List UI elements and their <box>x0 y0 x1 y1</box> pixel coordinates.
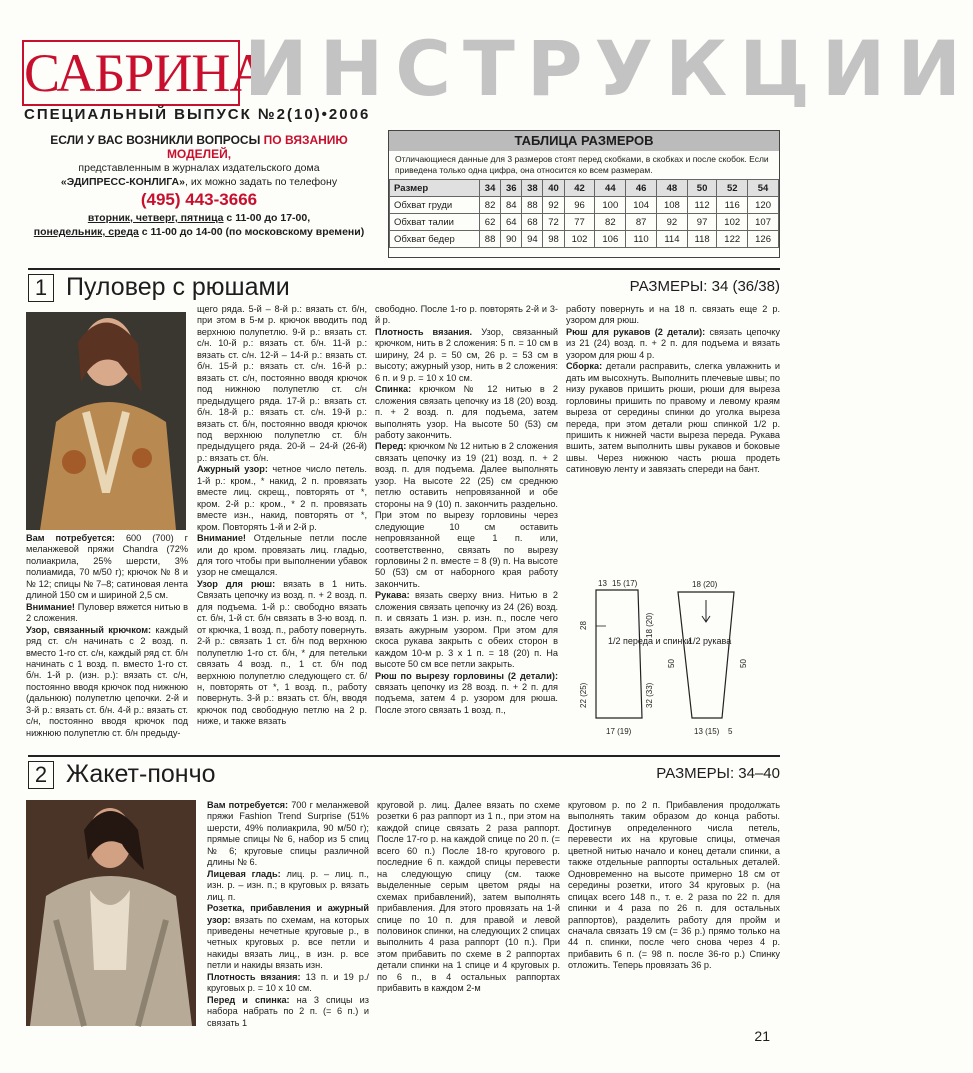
size-cell: 118 <box>687 231 717 248</box>
text-column-1-1 <box>26 533 188 741</box>
front-dim-upper: 18 (20) <box>645 612 654 638</box>
size-cell: 106 <box>595 231 626 248</box>
hours-line-1 <box>24 211 374 225</box>
paragraph-heading: Перед: <box>375 441 407 452</box>
company-suffix: , их можно задать по телефону <box>184 176 338 188</box>
size-cell: 44 <box>595 180 626 197</box>
size-cell: 48 <box>657 180 688 197</box>
size-cell: 98 <box>543 231 564 248</box>
size-cell: 126 <box>748 231 779 248</box>
size-cell: 82 <box>480 197 501 214</box>
paragraph <box>197 533 367 579</box>
size-table-row <box>390 231 779 248</box>
size-cell: 97 <box>687 214 717 231</box>
size-cell: 114 <box>657 231 688 248</box>
size-table-title: ТАБЛИЦА РАЗМЕРОВ <box>389 131 779 151</box>
size-cell: 88 <box>522 197 543 214</box>
size-cell: 62 <box>480 214 501 231</box>
front-dim-top: 15 (17) <box>612 579 638 588</box>
size-cell: 36 <box>501 180 522 197</box>
size-row-label: Обхват бедер <box>390 231 480 248</box>
paragraph-text: свободно. После 1-го р. повторять 2-й и 3-й р. <box>375 304 558 326</box>
size-cell: 116 <box>717 197 748 214</box>
size-cell: 64 <box>501 214 522 231</box>
paragraph-heading: Вам потребуется: <box>26 533 115 543</box>
size-cell: 102 <box>564 231 595 248</box>
paragraph-text: круговой р. лиц. Далее вязать по схеме розетки 6 раз раппорт из 1 п., при этом на каждой спице связать 2 раза раппорт. После 17-го р. на каждой спице по 20 п. (= всего 60 п.) После 18-го кругового р. последние 6 п. каждой спицы перевести на следующую спицу (см. также выделенные серым цветом ряды на схемах прибавлений), затем выполнять прибавления. Для этого провязать на 1-й спице по 10 п. для правой и левой половинок спинки, на следующих 2 спицах выполнить 4 раза раппорт (10 п.). При этом прибавить по схеме в 2 раппортах детали спинки на 1 спице и 4 круговых р. по 6 п., в 4 остальных раппортах прибавить в каждом 2-м <box>377 800 560 994</box>
size-table-row <box>390 197 779 214</box>
paragraph <box>207 869 369 903</box>
section-title: Пуловер с рюшами <box>66 273 290 301</box>
size-cell: 50 <box>687 180 717 197</box>
contact-box <box>24 133 374 253</box>
size-cell: 34 <box>480 180 501 197</box>
size-cell: 84 <box>501 197 522 214</box>
poncho-photo-art <box>26 800 196 1026</box>
paragraph-text: щего ряда. 5-й – 8-й р.: вязать ст. б/н, при этом в 5-м р. крючок вводить под верхнюю полупетлю. 9-й р.: вязать ст. с/н. 10-й р.: вязать ст. б/н. 11-й р.: вязать ст. с/н. 12-й – 14-й р.: вязать ст. б/н. 15-й р.: вязать ст. с/н. 16-й р.: вязать ст. с/н, постоянно вводя крючок под нижнюю полупетлю ст. с/н предыдущего ряда. 17-й р.: вязать ст. б/н. 18-й р.: вязать ст. с/н. 19-й р.: вязать ст. б/н, постоянно вводя крючок под верхнюю полупетлю ст. б/н предыдущего ряда. 20-й – 24-й (26-й) р.: вязать ст. б/н. <box>197 304 367 463</box>
paragraph <box>26 602 188 625</box>
section-sizes: РАЗМЕРЫ: 34–40 <box>656 765 780 782</box>
front-dim-top-left: 13 <box>598 579 607 588</box>
paragraph-heading: Узор, связанный крючком: <box>26 624 152 635</box>
paragraph <box>207 972 369 995</box>
paragraph-heading: Рукава: <box>375 590 410 601</box>
paragraph <box>375 671 558 717</box>
front-dim-lower: 22 (25) <box>579 682 588 708</box>
days-2: понедельник, среда <box>33 226 139 238</box>
front-back-outline <box>596 590 642 718</box>
paragraph-text: вязать по схемам, на которых приведены нечетные круговые р., в четных круговых р. все петли и накиды вязать лиц., в изн. р. все петли и накиды вязать изн. <box>207 914 369 971</box>
paragraph-text: 13 п. и 19 р./круговых р. = 10 х 10 см. <box>207 971 369 994</box>
paragraph-heading: Сборка: <box>566 361 603 372</box>
size-cell: 90 <box>501 231 522 248</box>
size-cell: 42 <box>564 180 595 197</box>
text-column-1-4 <box>566 304 780 574</box>
size-cell: 46 <box>626 180 657 197</box>
paragraph-text: Отдельные петли после или до кром. провязать лиц. гладью, для того чтобы при выполнении убавок узор не смещался. <box>197 533 367 578</box>
size-cell: 82 <box>595 214 626 231</box>
paragraph-text: каждый ряд ст. с/н начинать с 2 возд. п. вместо 1-го ст. с/н, каждый ряд ст. б/н начинать с 1 возд. п. вместо 1-го ст. б/н. 1-й р. (изн. р.): вязать ст. с/н, постоянно вводя крючок под нижнюю (дальнюю) полупетлю цепочки. 2-й и 3-й р.: вязать ст. б/н. 4-й р.: вязать ст. с/н, постоянно вводя крючок под нижнюю полупетлю ст. б/н предыду- <box>26 624 188 738</box>
size-cell: 87 <box>626 214 657 231</box>
paragraph-heading: Ажурный узор: <box>197 464 268 475</box>
size-cell: 68 <box>522 214 543 231</box>
front-dim-neck: 28 <box>579 621 588 630</box>
size-cell: 52 <box>717 180 748 197</box>
paragraph <box>375 384 558 441</box>
sleeve-label: 1/2 рукава <box>688 636 732 646</box>
time-1: с 11-00 до 17-00, <box>223 212 311 224</box>
size-cell: 110 <box>626 231 657 248</box>
size-cell: 94 <box>522 231 543 248</box>
paragraph <box>375 590 558 670</box>
section-header-1 <box>28 268 780 301</box>
size-table-row <box>390 180 779 197</box>
paragraph <box>207 903 369 972</box>
size-table <box>389 179 779 248</box>
question-highlight: ПО ВЯЗАНИЮ МОДЕЛЕЙ, <box>166 133 348 161</box>
paragraph-heading: Плотность вязания: <box>207 971 301 982</box>
paragraph <box>375 304 558 327</box>
paragraph-text: четное число петель. 1-й р.: кром., * накид, 2 п. провязать вместе лиц. скрещ., повторять от *, кром. 2-й р.: кром., * 2 п. провязать вместе изн., накид, повторять от *, кром. Повторять 1-й и 2-й р. <box>197 464 367 532</box>
front-dim-side: 32 (33) <box>645 682 654 708</box>
text-column-1-3 <box>375 304 558 744</box>
paragraph-heading: Лицевая гладь: <box>207 868 281 879</box>
sleeve-dim-top: 18 (20) <box>692 580 718 589</box>
size-cell: 122 <box>717 231 748 248</box>
paragraph <box>207 995 369 1029</box>
contact-company-line <box>24 175 374 189</box>
paragraph-heading: Плотность вязания. <box>375 326 473 337</box>
size-cell: 40 <box>543 180 564 197</box>
paragraph-heading: Внимание! <box>197 533 246 544</box>
sleeve-dim-offset: 5 <box>728 727 733 736</box>
sleeve-dim-right: 50 <box>739 659 748 668</box>
paragraph <box>566 361 780 476</box>
size-cell: 102 <box>717 214 748 231</box>
days-1: вторник, четверг, пятница <box>87 212 224 224</box>
paragraph-text: лиц. р. – лиц. п., изн. р. – изн. п.; в круговых р. вязать лиц. п. <box>207 868 369 902</box>
page-number: 21 <box>754 1028 770 1044</box>
paragraph-text: Узор, связанный крючком, нить в 2 сложения: 5 п. = 10 см в ширину, 24 р. = 50 см, 26 р. = 53 см в высоту; ажурный узор, нить в 2 сложения: 6 п. и 9 р. = 10 х 10 см. <box>375 326 559 383</box>
paragraph-text: связать цепочку из 28 возд. п. + 2 п. для подъема, затем 4 р. узором для рюша. После этого связать 1 возд. п., <box>375 681 558 715</box>
paragraph-heading: Рюш по вырезу горловины (2 детали): <box>375 670 558 681</box>
paragraph-text: на 3 спицы из набора набрать по 2 п. (= 6 п.) и связать 1 <box>207 994 369 1028</box>
paragraph-heading: Розетка, прибавления и ажурный узор: <box>207 903 369 925</box>
sleeve-dim-left: 50 <box>667 659 676 668</box>
paragraph <box>26 533 188 602</box>
paragraph <box>197 579 367 728</box>
intro-text: представленным в журналах издательского дома <box>78 162 320 174</box>
phone-number: (495) 443-3666 <box>140 190 258 209</box>
paragraph <box>26 625 188 740</box>
size-cell: 107 <box>748 214 779 231</box>
size-cell: 38 <box>522 180 543 197</box>
paragraph-text: связать цепочку из 21 (24) возд. п. + 2 п. для подъема и вязать узором для рюш 4 р. <box>566 326 780 360</box>
paragraph <box>566 327 780 361</box>
text-column-1-2 <box>197 304 367 744</box>
size-cell: 96 <box>564 197 595 214</box>
size-cell: 77 <box>564 214 595 231</box>
text-column-2-3 <box>568 800 780 1026</box>
paragraph-text: вязать в 1 нить. Связать цепочку из возд. п. + 2 возд. п. для подъема. 1-й р.: свободно вязать ст. б/н, 1-й ст. б/н связать в 3-ю возд. п. от крючка, 1 возд. п., работу повернуть. 2-й р.: связать 1 ст. б/н под верхнюю полупетлю 1-го ст. б/н, * для петельки связать 4 возд. п., 1 ст. б/н под верхнюю полупетлю следующего ст. б/н, повторять от *, 1 возд. п., работу повернуть. 3-й р.: вязать ст. б/н, вводя крючок под свободную петлю на 2 р. ниже, и также вязать <box>197 578 367 727</box>
paragraph-heading: Спинка: <box>375 384 412 395</box>
paragraph-text: 700 г меланжевой пряжи Fashion Trend Surprise (51% шерсти, 49% полиакрила, 90 м/50 г); прямые спицы № 6, набор из 5 спиц № 6; круговые спицы различной длины № 6. <box>207 800 369 868</box>
paragraph-heading: Вам потребуется: <box>207 800 289 810</box>
page-heading: ИНСТРУКЦИИ <box>244 24 973 113</box>
paragraph-text: работу повернуть и на 18 п. связать еще 2 р. узором для рюш. <box>566 304 780 326</box>
sleeve-dim-bottom: 13 (15) <box>694 727 720 736</box>
paragraph <box>375 327 558 384</box>
size-cell: 92 <box>543 197 564 214</box>
size-cell: 72 <box>543 214 564 231</box>
size-table-note: Отличающиеся данные для 3 размеров стоят перед скобками, в скобках и после скобок. Если приведена только одна цифра, она относится ко всем размерам. <box>395 154 769 175</box>
size-cell: 120 <box>748 197 779 214</box>
paragraph-text: 600 (700) г меланжевой пряжи Chandra (72% полиакрила, 25% шерсти, 3% полиамида, 70 м/50 г); крючок № 8 и № 12; спицы № 7–8; сатиновая лента длиной 150 см и шириной 2,5 см. <box>26 533 188 601</box>
paragraph <box>377 800 560 995</box>
paragraph-text: Пуловер вяжется нитью в 2 сложения. <box>26 601 188 624</box>
paragraph <box>197 464 367 533</box>
paragraph-heading: Перед и спинка: <box>207 994 290 1005</box>
size-row-label: Размер <box>390 180 480 197</box>
text-column-2-2 <box>377 800 560 1026</box>
size-cell: 100 <box>595 197 626 214</box>
section-number: 1 <box>28 274 54 302</box>
section-number: 2 <box>28 761 54 789</box>
magazine-logo: САБРИНА <box>22 40 240 106</box>
size-cell: 108 <box>657 197 688 214</box>
paragraph-text: круговом р. по 2 п. Прибавления продолжать выполнять таким образом до конца работы. Достигнув определенного числа петель, перевести их на круговые спицы, отмечая цветной нитью начало и конец детали спинки, а также отдельные раппорты остальных деталей. Одновременно на высоте примерно 18 см от середины розетки, итого 34 круговых р. (на спицах всего 148 п., т. е. 2 раза по 22 п. для спинки и 4 раза по 26 п. для остальных раппортов), разделить работу для пройм и сначала связать 19 см (= 36 р.) прямо только на 44 п. спинки, после чего снова через 4 р. прибавить 6 п. (= 98 п. после 36-го р.) Спинку отложить. Теперь провязать 36 р. <box>568 800 780 971</box>
hours-line-2 <box>24 225 374 239</box>
time-2: с 11-00 до 14-00 (по московскому времени) <box>138 226 365 238</box>
issue-line: СПЕЦИАЛЬНЫЙ ВЫПУСК №2(10)•2006 <box>24 106 371 123</box>
paragraph <box>197 304 367 464</box>
size-cell: 88 <box>480 231 501 248</box>
size-table-box <box>388 130 780 258</box>
paragraph-text: крючком № 12 нитью в 2 сложения связать цепочку из 18 (20) возд. п. + 2 возд. п. для подъема, затем выполнять узор. На высоте 50 (53) см работу закончить. <box>375 384 558 440</box>
pullover-photo-art <box>26 312 186 530</box>
direction-arrow-icon <box>702 600 710 622</box>
section-title: Жакет-пончо <box>66 760 216 788</box>
size-cell: 112 <box>687 197 717 214</box>
paragraph-heading: Внимание! <box>26 601 75 612</box>
paragraph-text: детали расправить, слегка увлажнить и дать им высохнуть. Выполнить плечевые швы; по низу рукавов пришить рюши, рюши для выреза горловины пришить по правому и левому краям выреза от середины спинки до уголка выреза переда, при этом детали рюш спинкой 1/2 р. пришить к нижней части выреза переда. Рукава вшить, затем выполнить швы рукавов и боковые швы. Через нижнюю часть рюша продеть сатиновую ленту и завязать спереди на бант. <box>566 361 780 475</box>
size-row-label: Обхват талии <box>390 214 480 231</box>
paragraph <box>207 800 369 869</box>
question-text: ЕСЛИ У ВАС ВОЗНИКЛИ ВОПРОСЫ <box>50 133 264 147</box>
front-label-text: 1/2 переда и спинки <box>608 636 692 646</box>
section-header-2 <box>28 755 780 788</box>
company-name: «ЭДИПРЕСС-КОНЛИГА» <box>60 176 185 188</box>
paragraph <box>566 304 780 327</box>
text-column-2-1 <box>207 800 369 1026</box>
paragraph-text: вязать сверху вниз. Нитью в 2 сложения связать цепочку из 24 (26) возд. п. и связать 1 изн. р. изн. п., после чего вязать ажурным узором. При этом для скоса рукава закрыть с обеих сторон в каждом 10-м р. 3 х 1 п. = 18 (20) п. На высоте 50 см все петли закрыть. <box>375 590 558 670</box>
size-table-row <box>390 214 779 231</box>
paragraph <box>568 800 780 972</box>
front-dim-bottom: 17 (19) <box>606 727 632 736</box>
size-row-label: Обхват груди <box>390 197 480 214</box>
paragraph <box>375 441 558 590</box>
pattern-schematic <box>566 578 780 742</box>
size-cell: 104 <box>626 197 657 214</box>
size-cell: 92 <box>657 214 688 231</box>
section-sizes: РАЗМЕРЫ: 34 (36/38) <box>629 278 780 295</box>
model-photo-pullover <box>26 312 186 530</box>
paragraph-heading: Узор для рюш: <box>197 578 276 589</box>
contact-question <box>24 133 374 161</box>
model-photo-poncho <box>26 800 196 1026</box>
paragraph-heading: Рюш для рукавов (2 детали): <box>566 326 706 337</box>
contact-intro <box>24 161 374 175</box>
paragraph-text: крючком № 12 нитью в 2 сложения связать цепочку из 19 (21) возд. п. + 2 возд. п. для подъема. Далее выполнять узор. На высоте 22 (25) см среднюю петлю оставить непровязанной и обе стороны на 9 (10) п. закончить раздельно. При этом по вырезу горловины через следующие 10 см оставить непровязанной еще 1 п. или, соответственно, связать по вырезу горловины 2 п. вместе = 8 (9) п. На высоте 50 (53) см от наборного края работу закончить. <box>375 441 559 589</box>
size-cell: 54 <box>748 180 779 197</box>
